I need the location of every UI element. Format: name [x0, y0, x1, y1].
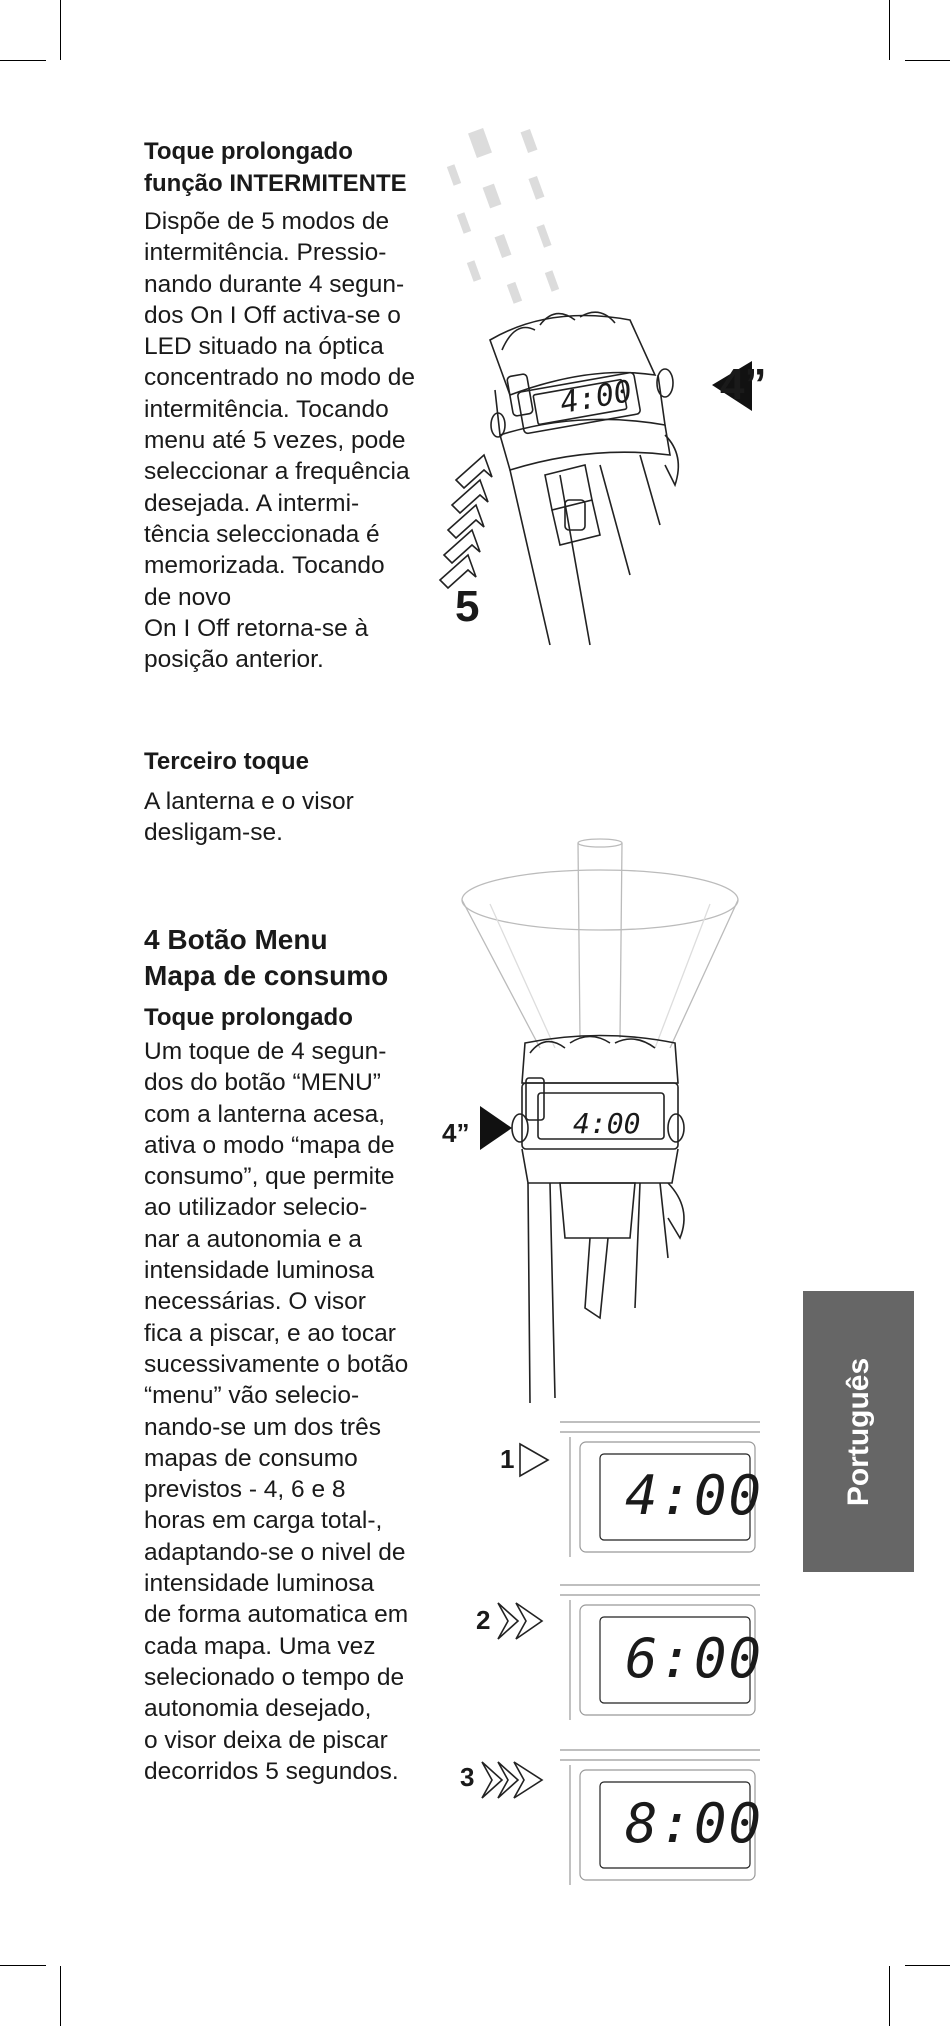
- crop-mark: [889, 0, 890, 60]
- chevron-icon: [518, 1442, 552, 1478]
- step-1: [490, 1412, 764, 1562]
- crop-mark: [0, 1965, 46, 1966]
- step-number: 2: [476, 1605, 491, 1635]
- section-subtitle-long-press: Toque prolongado: [144, 1004, 353, 1031]
- language-tab-label: Português: [841, 1357, 875, 1506]
- display-readout: 4:00: [625, 1464, 764, 1527]
- step-2: [476, 1575, 764, 1725]
- display-readout: 4:00: [557, 373, 635, 422]
- crop-mark: [60, 1966, 61, 2026]
- section-body-menu-button: Um toque de 4 segun- dos do botão “MENU” com a lanterna acesa, ativa o modo “mapa de consumo”, que permite ao utilizador selecio- nar a autonomia e a intensidade luminosa necessárias. O visor fica a piscar, e ao tocar sucessivamente o botão “menu” vão selecio- nando-se um dos três mapas de consumo previstos - 4, 6 e 8 horas em carga total-, adaptando-se o nivel de intensidade luminosa de forma automatica em cada mapa. Uma vez selecionado o tempo de autonomia desejado, o visor deixa de piscar decorridos 5 segundos.: [144, 1038, 409, 1785]
- section-title-third-press: Terceiro toque: [144, 748, 309, 775]
- crop-mark: [905, 1965, 950, 1966]
- crop-mark: [889, 1966, 890, 2026]
- section-body-third-press: A lanterna e o visor desligam-se.: [144, 788, 354, 847]
- hold-time-label: 4”: [442, 1118, 470, 1148]
- triple-chevron-icon: [480, 1760, 546, 1800]
- step-number: 1: [500, 1444, 515, 1474]
- crop-mark: [0, 60, 46, 61]
- display-readout: 8:00: [625, 1792, 764, 1855]
- display-readout: 6:00: [625, 1627, 764, 1690]
- double-chevron-icon: [496, 1601, 546, 1641]
- section-body-intermittent: Dispõe de 5 modos de intermitência. Pressio- nando durante 4 segun- dos On I Off activa-se o LED situado na óptica concentrado no modo de intermitência. Tocando menu até 5 vezes, pode seleccionar a frequência desejada. A intermi- tência seleccionada é memorizada. Tocando de novo On I Off retorna-se à posição anterior.: [144, 208, 416, 674]
- section-title-menu-button: 4 Botão Menu Mapa de consumo: [144, 924, 389, 991]
- step-3: [460, 1740, 764, 1890]
- crop-mark: [905, 60, 950, 61]
- press-count-label: 5: [455, 582, 480, 631]
- hold-time-label: 4”: [720, 360, 767, 409]
- step-number: 3: [460, 1762, 475, 1792]
- crop-mark: [60, 0, 61, 60]
- display-readout: 4:00: [573, 1107, 641, 1140]
- language-tab: [803, 1291, 914, 1572]
- section-title-intermittent: Toque prolongado função INTERMITENTE: [144, 138, 407, 197]
